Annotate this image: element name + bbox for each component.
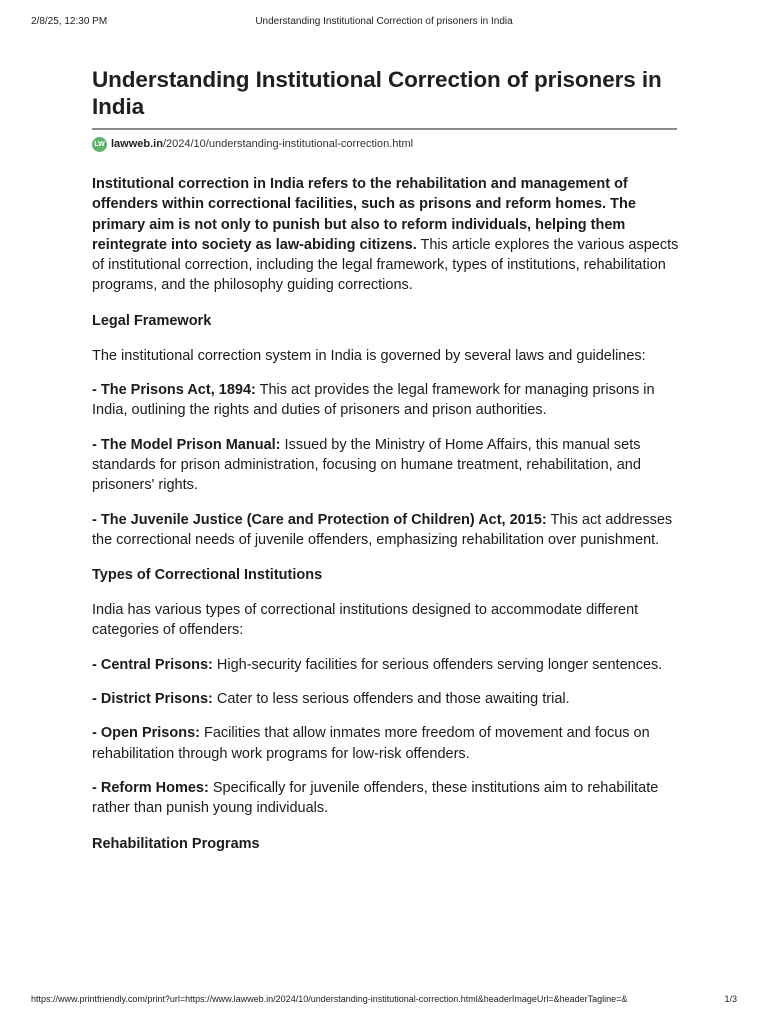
source-domain: lawweb.in <box>111 138 163 150</box>
types-item <box>92 689 680 709</box>
page-number: 1/3 <box>724 994 737 1004</box>
types-item-text: Facilities that allow inmates more freedom of movement and focus on rehabilitation through work programs for low-risk offenders. <box>92 725 650 762</box>
title-divider <box>92 128 677 130</box>
types-item <box>92 723 680 764</box>
legal-item <box>92 510 680 551</box>
print-doc-title: Understanding Institutional Correction of prisoners in India <box>255 16 513 27</box>
print-footer <box>0 994 768 1008</box>
legal-item-text: This act provides the legal framework for managing prisons in India, outlining the rights and duties of prisoners and prison authorities. <box>92 382 655 419</box>
types-item <box>92 655 680 675</box>
article-body <box>92 174 680 854</box>
legal-intro: The institutional correction system in India is governed by several laws and guidelines: <box>92 347 646 364</box>
source-path: /2024/10/understanding-institutional-correction.html <box>162 138 414 150</box>
types-item-text: High-security facilities for serious offenders serving longer sentences. <box>212 656 663 673</box>
legal-item-label: - The Juvenile Justice (Care and Protection of Children) Act, 2015: <box>92 511 547 528</box>
types-item <box>92 778 680 819</box>
lawweb-logo-icon: LW <box>92 137 107 152</box>
print-datetime: 2/8/25, 12:30 PM <box>31 16 108 27</box>
types-item-label: - Open Prisons: <box>92 725 200 742</box>
intro-bold: Institutional correction in India refers to the rehabilitation and management of offenders within correctional facilities, such as prisons and reform homes. The primary aim is not only to punish but also to reform individuals, helping them reintegrate into society as law-abiding citizens. <box>92 176 636 253</box>
legal-item <box>92 380 680 421</box>
print-footer-url: https://www.printfriendly.com/print?url=https://www.lawweb.in/2024/10/understanding-institutional-correction.html&headerImageUrl=&headerTagline=& <box>31 994 628 1004</box>
types-intro: India has various types of correctional institutions designed to accommodate different categories of offenders: <box>92 602 639 639</box>
types-item-label: - Reform Homes: <box>92 779 209 796</box>
types-item-label: - District Prisons: <box>92 691 213 708</box>
print-header <box>0 16 768 32</box>
article-title: Understanding Institutional Correction of prisoners in India <box>92 67 662 119</box>
legal-item-text: This act addresses the correctional needs of juvenile offenders, emphasizing rehabilitation over punishment. <box>92 511 673 548</box>
legal-item-label: - The Prisons Act, 1894: <box>92 382 256 399</box>
legal-item-label: - The Model Prison Manual: <box>92 436 281 453</box>
heading-types: Types of Correctional Institutions <box>92 567 323 584</box>
heading-rehabilitation: Rehabilitation Programs <box>92 835 260 852</box>
intro-paragraph <box>92 174 680 296</box>
legal-item-text: Issued by the Ministry of Home Affairs, this manual sets standards for prison administration, focusing on humane treatment, rehabilitation, and prisoners' rights. <box>92 436 641 494</box>
source-link[interactable] <box>111 138 413 150</box>
legal-item <box>92 435 680 496</box>
article <box>92 66 680 854</box>
types-item-label: - Central Prisons: <box>92 656 213 673</box>
types-item-text: Cater to less serious offenders and those awaiting trial. <box>212 691 570 708</box>
source-line <box>92 136 680 152</box>
heading-legal-framework: Legal Framework <box>92 312 212 329</box>
intro-rest: This article explores the various aspects of institutional correction, including the legal framework, types of institutions, rehabilitation programs, and the philosophy guiding corrections. <box>92 236 679 294</box>
types-item-text: Specifically for juvenile offenders, these institutions aim to rehabilitate rather than punish young individuals. <box>92 779 659 817</box>
